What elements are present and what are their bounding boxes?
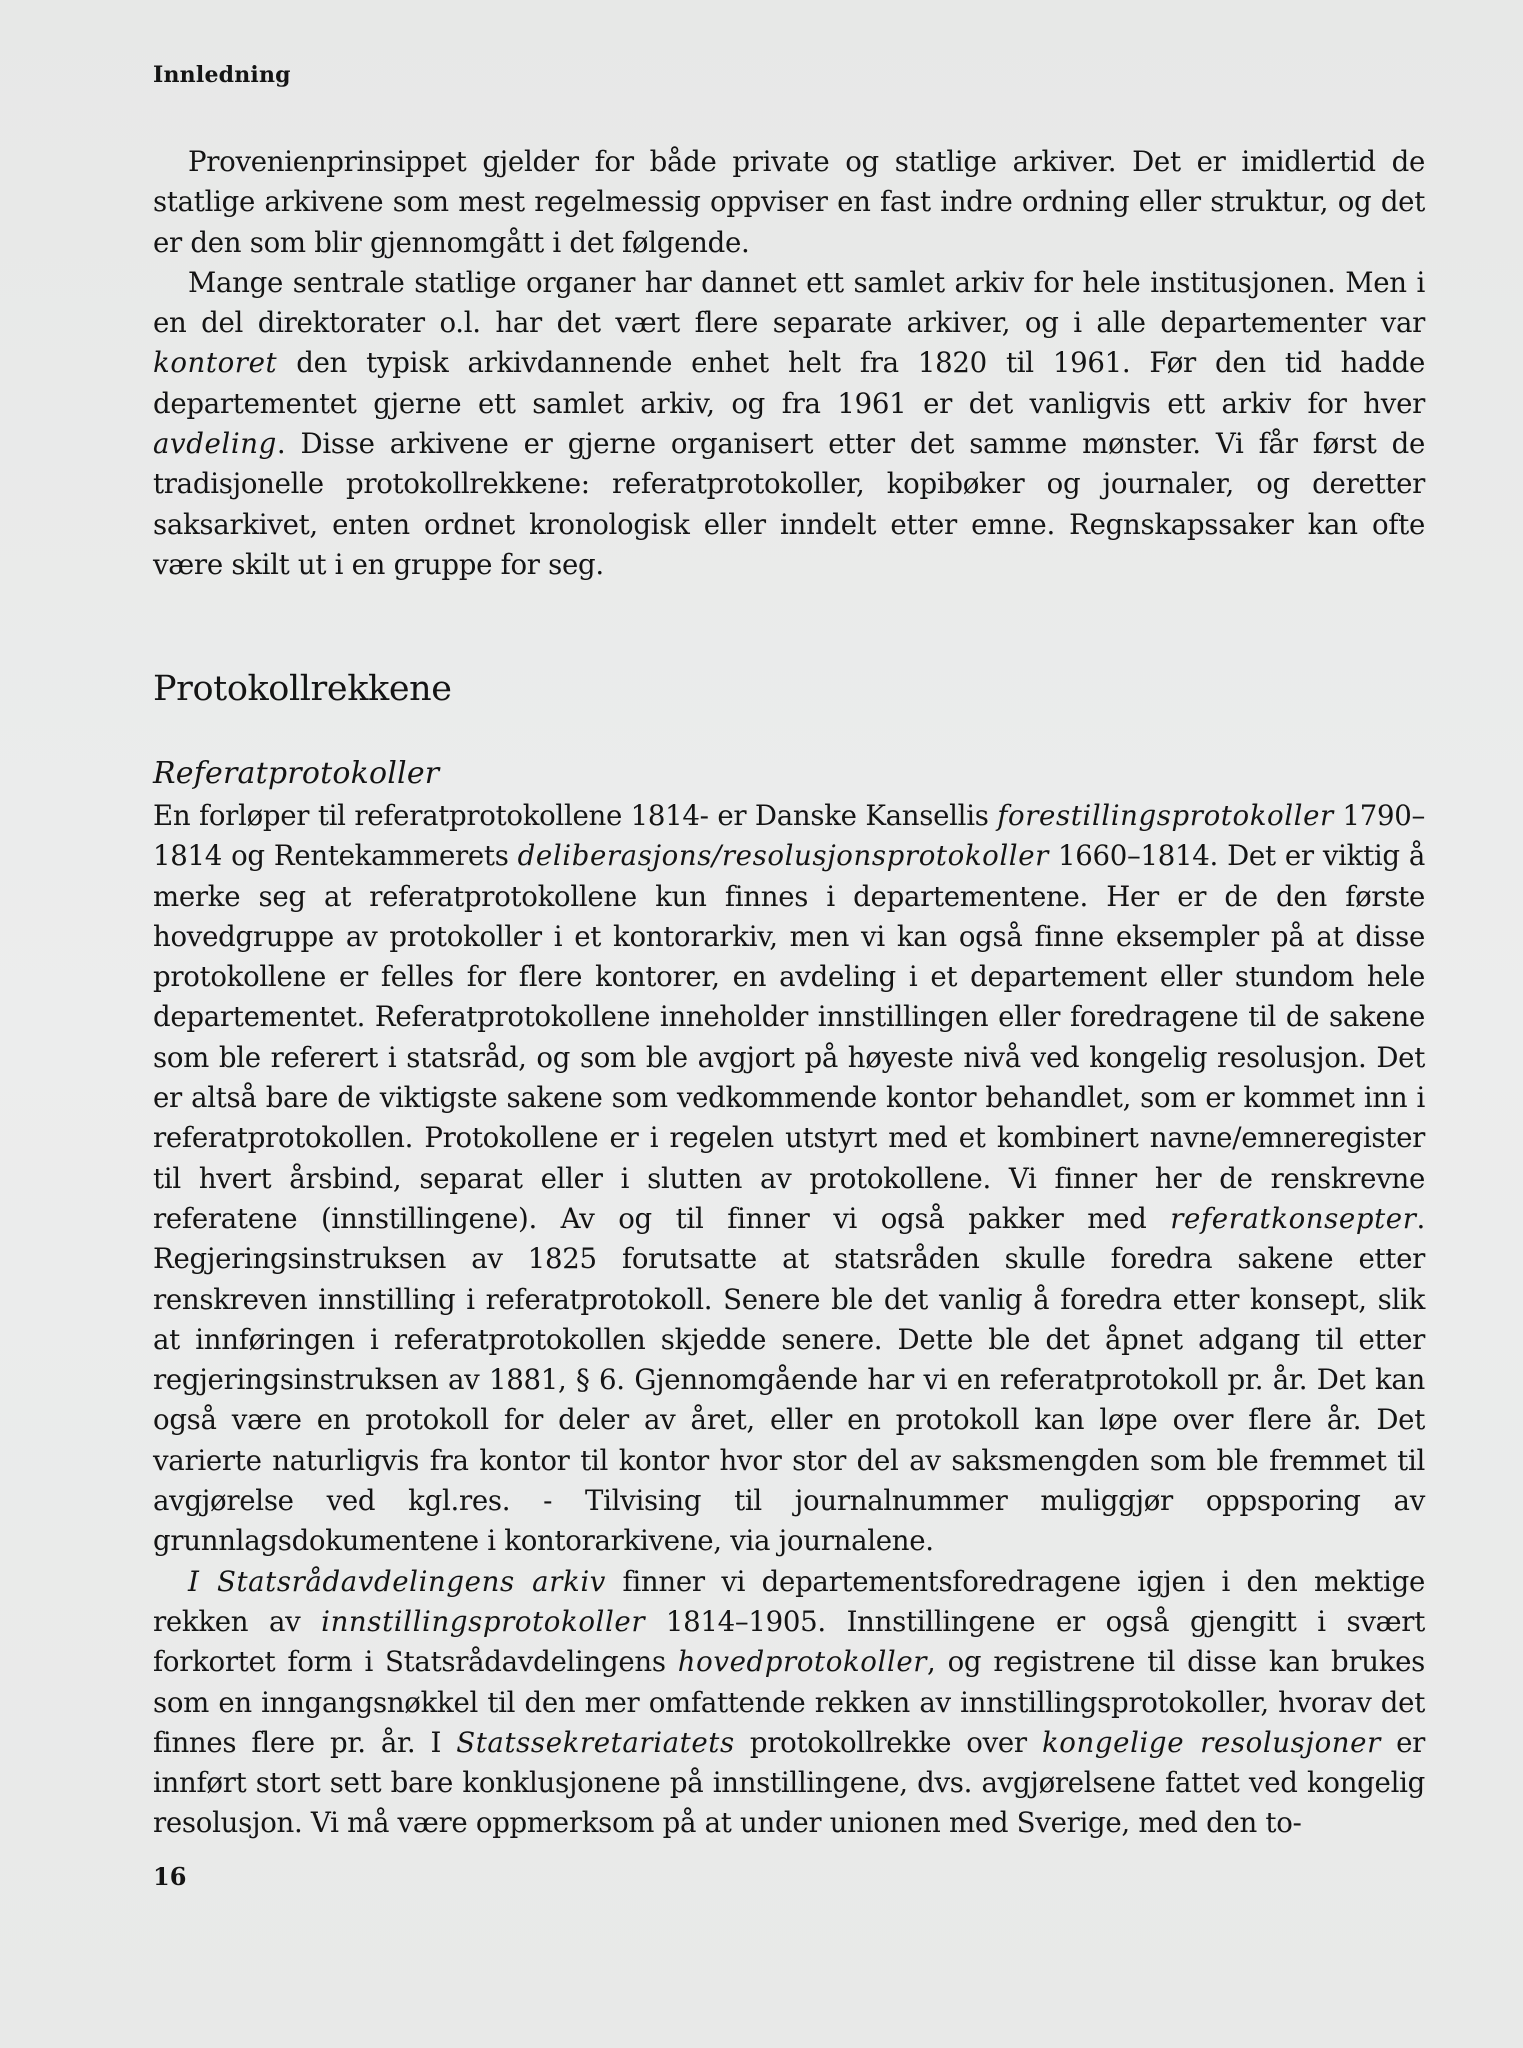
intro-text [153, 142, 1425, 585]
intro-p2-italic-kontoret: kontoret [153, 346, 278, 380]
section-p2-text-d: protokollrekke over [734, 1725, 1042, 1759]
section-p2-text-b: 1814–1905. Innstillingene er også gjengitt i svært forkortet form i Statsrådavdelingens [153, 1604, 1425, 1679]
intro-p2-text-b: den typisk arkivdannende enhet helt fra 1820 til 1961. Før den tid hadde departementet gjerne ett samlet arkiv, og fra 1961 er det vanligvis ett arkiv for hver [153, 346, 1425, 420]
section-text [153, 752, 1425, 1844]
intro-paragraph-1 [153, 142, 1425, 263]
section-p2-italic-5: kongelige resolusjoner [1041, 1725, 1381, 1759]
section-p2-text-c: , og registrene til disse kan brukes som en inngangsnøkkel til den mer omfattende rekken av innstillingsprotokoller, hvorav det finnes flere pr. år. I [153, 1645, 1426, 1759]
intro-p2-text-c: . Disse arkivene er gjerne organisert etter det samme mønster. Vi får først de tradisjonelle protokollrekkene: referatprotokoller, kopibøker og journaler, og deretter saksarkivet, enten ordnet kronologisk eller inndelt etter emne. Regnskapssaker kan ofte være skilt ut i en gruppe for seg. [153, 427, 1425, 581]
section-p1-italic-3: referatkonsepter [1170, 1201, 1417, 1235]
intro-p2-italic-avdeling: avdeling [153, 427, 277, 461]
section-p2-italic-1: I Statsrådavdelingens arkiv [188, 1564, 606, 1598]
intro-p1-text: Provenienprinsippet gjelder for både private og statlige arkiver. Det er imidlertid de statlige arkivene som mest regelmessig oppviser en fast indre ordning eller struktur, og det er den som blir gjennomgått i det følgende. [153, 145, 1425, 259]
section-paragraph-1 [153, 796, 1425, 1562]
section-p2-italic-4: Statssekretariatets [456, 1725, 735, 1759]
section-p2-italic-3: hovedprotokoller [677, 1645, 928, 1679]
section-p2-text-a: finner vi departementsforedragene igjen i den mektige rekken av [153, 1564, 1425, 1638]
intro-paragraph-2 [153, 263, 1425, 585]
intro-p2-text-a: Mange sentrale statlige organer har dannet ett samlet arkiv for hele institusjonen. Men i en del direktorater o.l. har det vært flere separate arkiver, og i alle departementer var [153, 265, 1425, 340]
subsection-heading: Referatprotokoller [153, 756, 440, 791]
section-paragraph-2 [153, 1562, 1425, 1844]
section-p1-text-c: 1660–1814. Det er viktig å merke seg at referatprotokollene kun finnes i departementene. Her er de den første hovedgruppe av protokoller i et kontorarkiv, men vi kan også finne eksempler på at disse protokollene er felles for flere kontorer, en avdeling i et departement eller stundom hele departementet. Referatprotokollene inneholder innstillingen eller foredragene til de sakene som ble referert i statsråd, og som ble avgjort på høyeste nivå ved kongelig resolusjon. Det er altså bare de viktigste sakene som vedkommende kontor behandlet, som er kommet inn i referatprotokollen. Protokollene er i regelen utstyrt med et kombinert navne/emneregister til hvert årsbind, separat eller i slutten av protokollene. Vi finner her de renskrevne referatene (innstillingene). Av og til finner vi også pakker med [153, 839, 1425, 1235]
running-head: Innledning [153, 62, 291, 88]
section-p1-italic-1: forestillingsprotokoller [997, 799, 1334, 832]
section-p1-text-b: 1790–1814 og Rentekammerets [153, 799, 1425, 873]
section-p2-text-e: er innført stort sett bare konklusjonene på innstillingene, dvs. avgjørelsene fattet ved kongelig resolusjon. Vi må være oppmerksom på at under unionen med Sverige, med den to- [153, 1725, 1425, 1840]
section-p1-text-d: . Regjeringsinstruksen av 1825 forutsatte at statsråden skulle foredra sakene etter renskreven innstilling i referatprotokoll. Senere ble det vanlig å foredra etter konsept, slik at innføringen i referatprotokollen skjedde senere. Dette ble det åpnet adgang til etter regjeringsinstruksen av 1881, § 6. Gjennomgående har vi en referatprotokoll pr. år. Det kan også være en protokoll for deler av året, eller en protokoll kan løpe over flere år. Det varierte naturligvis fra kontor til kontor hvor stor del av saksmengden som ble fremmet til avgjørelse ved kgl.res. - Tilvising til journalnummer muliggjør oppsporing av grunnlagsdokumentene i kontorarkivene, via journalene. [153, 1201, 1425, 1558]
section-heading: Protokollrekkene [153, 669, 452, 709]
section-p1-text-a: En forløper til referatprotokollene 1814- er Danske Kansellis [153, 799, 998, 832]
section-p1-italic-2: deliberasjons/resolusjonsprotokoller [517, 839, 1049, 873]
page-number: 16 [153, 1862, 187, 1891]
section-p2-italic-2: innstillingsprotokoller [321, 1604, 646, 1638]
